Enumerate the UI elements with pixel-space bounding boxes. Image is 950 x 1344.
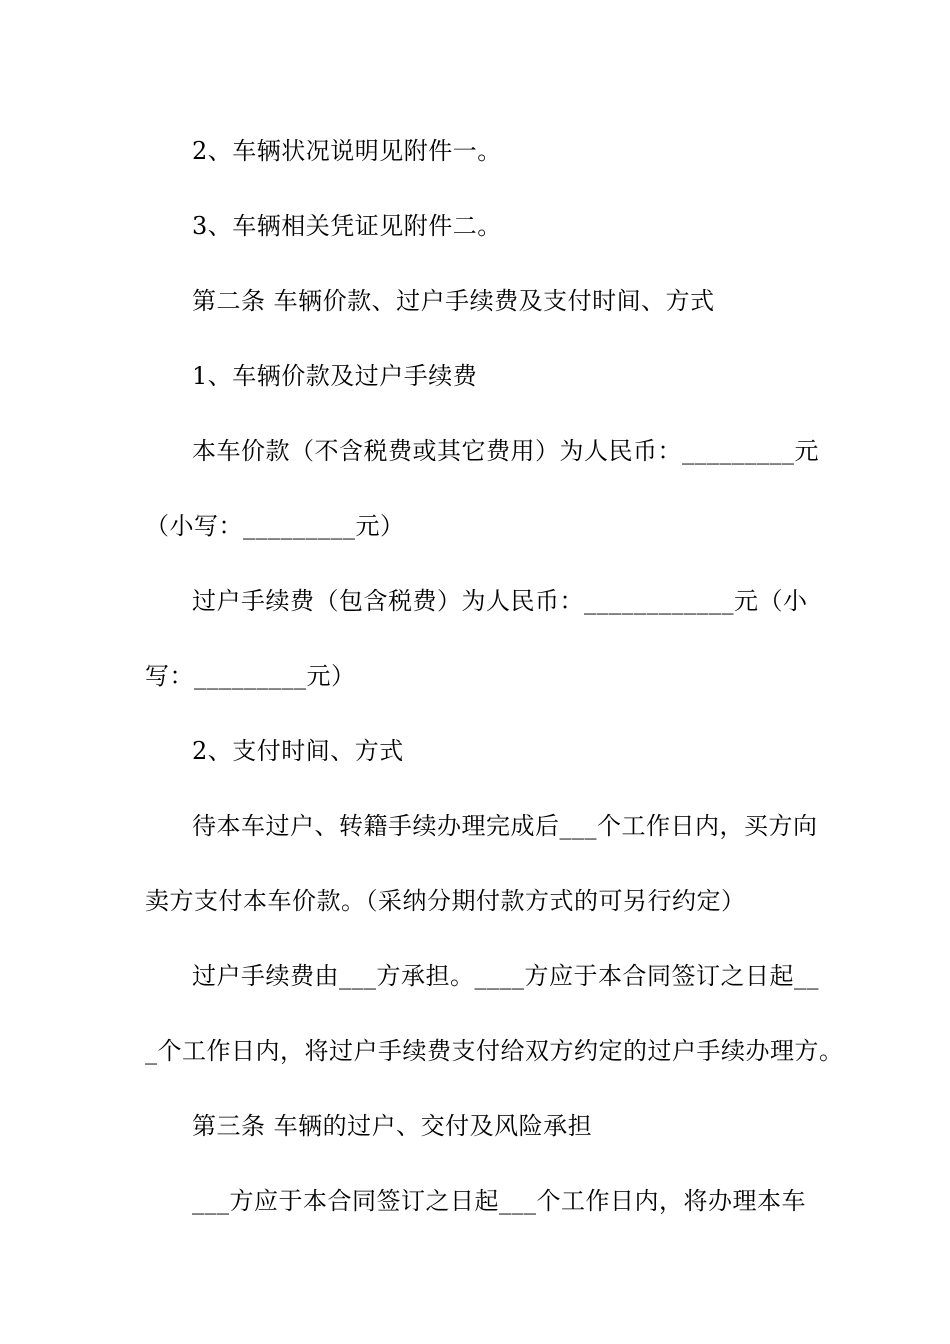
subheading-price-and-fee: 1、车辆价款及过户手续费 (192, 362, 478, 390)
paragraph-transfer-fee: 过户手续费（包含税费）为人民币：____________元（小 (192, 587, 808, 615)
heading-article-two: 第二条 车辆价款、过户手续费及支付时间、方式 (192, 287, 715, 315)
paragraph-transfer-deadline: ___方应于本合同签订之日起___个工作日内，将办理本车 (192, 1187, 806, 1215)
paragraph-vehicle-documents: 3、车辆相关凭证见附件二。 (192, 212, 502, 240)
heading-article-three: 第三条 车辆的过户、交付及风险承担 (192, 1112, 593, 1140)
paragraph-payment-time: 待本车过户、转籍手续办理完成后___个工作日内，买方向 (192, 812, 818, 840)
paragraph-vehicle-price-cont: （小写：_________元） (145, 512, 405, 540)
paragraph-vehicle-price: 本车价款（不含税费或其它费用）为人民币：_________元 (192, 437, 819, 465)
paragraph-fee-bearer-cont: _个工作日内，将过户手续费支付给双方约定的过户手续办理方。 (145, 1037, 844, 1065)
paragraph-vehicle-condition: 2、车辆状况说明见附件一。 (192, 137, 502, 165)
paragraph-fee-bearer: 过户手续费由___方承担。____方应于本合同签订之日起__ (192, 962, 819, 990)
subheading-payment: 2、支付时间、方式 (192, 737, 404, 765)
paragraph-transfer-fee-cont: 写：_________元） (145, 662, 356, 690)
paragraph-payment-time-cont: 卖方支付本车价款。（采纳分期付款方式的可另行约定） (145, 887, 746, 915)
